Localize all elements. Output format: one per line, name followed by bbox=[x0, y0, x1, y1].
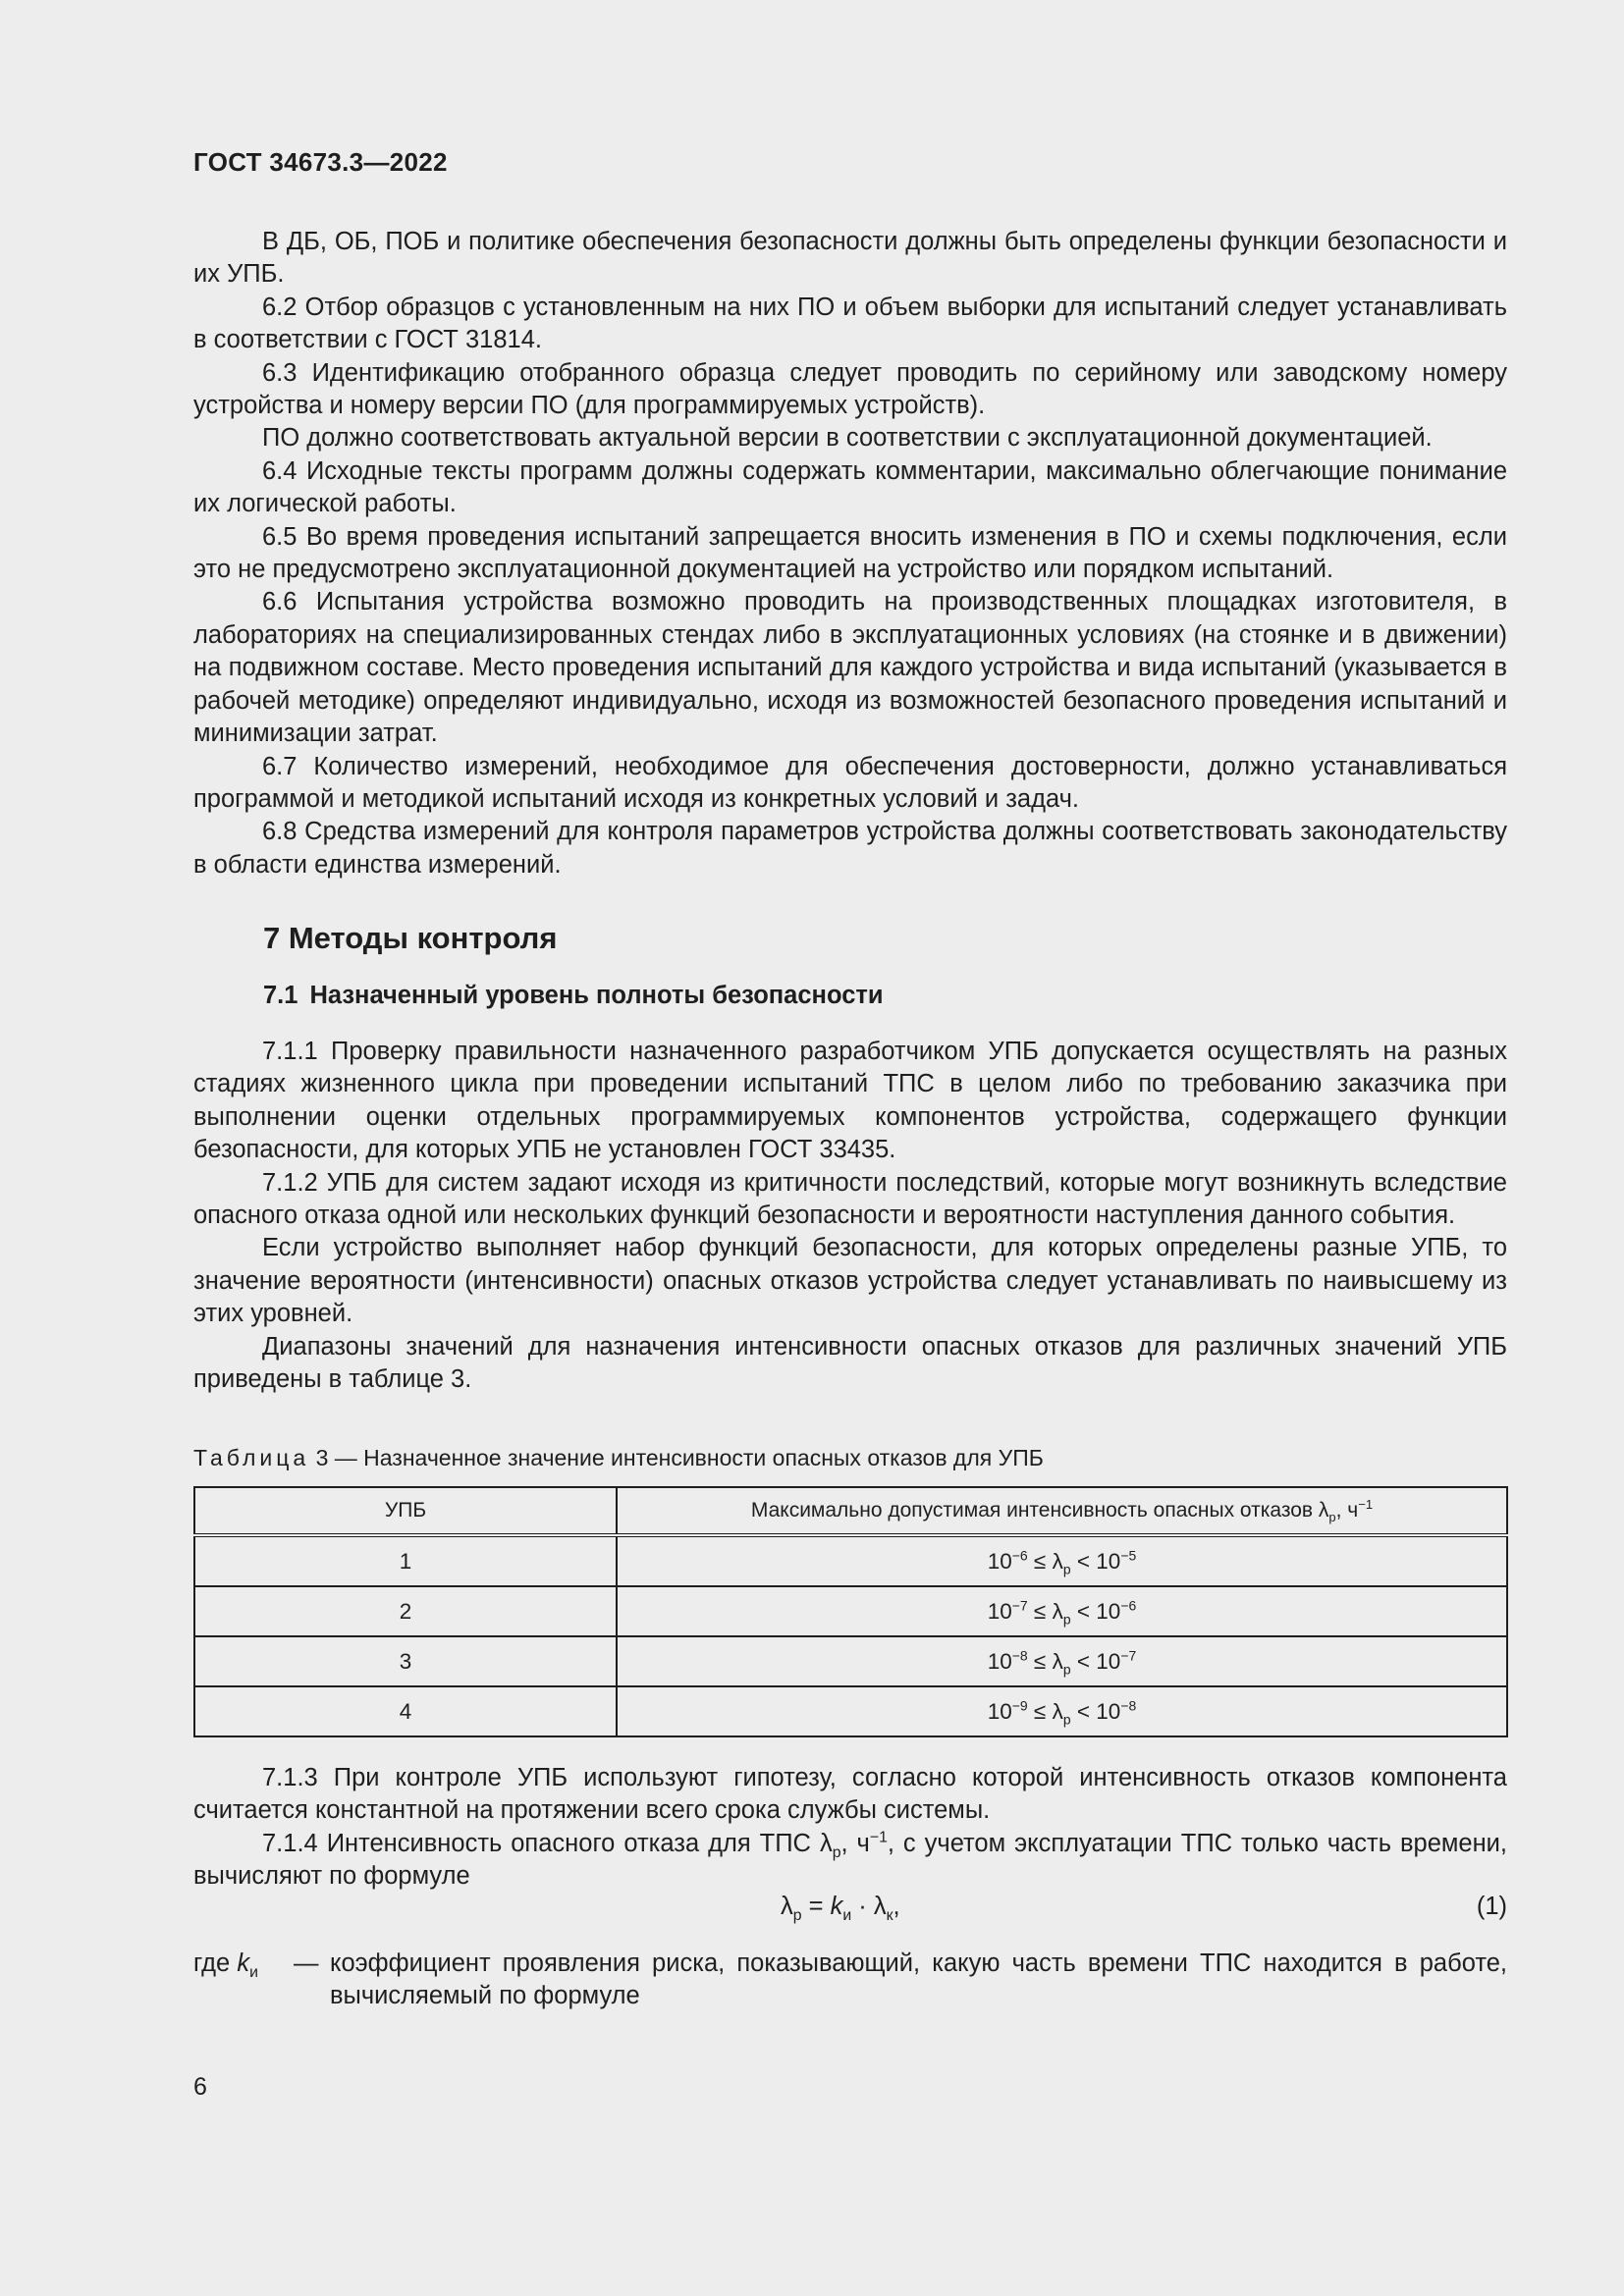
cell-intensity-range bbox=[617, 1586, 1507, 1636]
range-part: −9 bbox=[1011, 1697, 1028, 1713]
range-part: р bbox=[1062, 1661, 1071, 1677]
table-3 bbox=[193, 1486, 1508, 1737]
range-part: 10 bbox=[1096, 1548, 1121, 1574]
header-unit-exp: −1 bbox=[1358, 1497, 1374, 1512]
range-part: −8 bbox=[1011, 1647, 1028, 1663]
cell-upb: 4 bbox=[194, 1686, 617, 1736]
section7-text bbox=[193, 1036, 1507, 1396]
header-text: Максимально допустимая интенсивность опасных отказов λ bbox=[750, 1499, 1329, 1522]
paragraph: ПО должно соответствовать актуальной версии в соответствии с эксплуатационной документацией. bbox=[262, 424, 1433, 453]
range-part: р bbox=[1062, 1711, 1071, 1727]
table-body bbox=[194, 1535, 1507, 1736]
range-part: 10 bbox=[1096, 1698, 1121, 1724]
range-part: р bbox=[1062, 1611, 1071, 1627]
formula-number: (1) bbox=[1476, 1893, 1507, 1920]
cell-intensity-range bbox=[617, 1636, 1507, 1686]
section7-text-cont bbox=[193, 1762, 1507, 1894]
page-number: 6 bbox=[193, 2073, 207, 2101]
range-part: 10 bbox=[987, 1648, 1012, 1674]
range-part: −7 bbox=[1120, 1647, 1137, 1663]
text-sub: р bbox=[832, 1843, 841, 1861]
paragraph-6-6: 6.6 Испытания устройства возможно проводить на производственных площадках изготовителя, в лабораториях на специализированных стендах либо в эксплуатационных условиях (на стоянке и в движении) на подвижном составе. Место проведения испытаний для каждого устройства и вида испытаний (указывается в рабочей методике) определяют индивидуально, исходя из возможностей безопасного проведения испытаний и минимизации затрат. bbox=[193, 588, 1507, 748]
column-header-intensity bbox=[617, 1487, 1507, 1535]
document-header: ГОСТ 34673.3—2022 bbox=[193, 147, 448, 177]
table-header-row bbox=[194, 1487, 1507, 1535]
range-part: −5 bbox=[1120, 1547, 1137, 1563]
table-row bbox=[194, 1636, 1507, 1686]
range-part: −6 bbox=[1011, 1547, 1028, 1563]
range-part: 10 bbox=[1096, 1648, 1121, 1674]
formula-part: = bbox=[801, 1893, 831, 1920]
column-header-upb: УПБ bbox=[194, 1487, 617, 1535]
range-part: ≤ bbox=[1033, 1598, 1047, 1624]
paragraph-7-1-4 bbox=[193, 1828, 1507, 1894]
formula-sub: к bbox=[886, 1907, 893, 1925]
range-part: р bbox=[1062, 1561, 1071, 1576]
cell-intensity-range bbox=[617, 1686, 1507, 1736]
range-part: 10 bbox=[987, 1698, 1012, 1724]
range-part: λ bbox=[1052, 1698, 1063, 1724]
range-part: 10 bbox=[987, 1548, 1012, 1574]
range-part: λ bbox=[1052, 1648, 1063, 1674]
range-part: ≤ bbox=[1033, 1548, 1047, 1574]
section-7-heading: 7 Методы контроля bbox=[263, 921, 558, 955]
paragraph-7-1-1: 7.1.1 Проверку правильности назначенного разработчиком УПБ допускается осуществлять на разных стадиях жизненного цикла при проведении испытаний ТПС в целом либо по требованию заказчика при выполнении оценки отдельных программируемых компонентов устройства, содержащего функции безопасности, для которых УПБ не установлен ГОСТ 33435. bbox=[193, 1038, 1507, 1164]
paragraph-6-8: 6.8 Средства измерений для контроля параметров устройства должны соответствовать законодательству в области единства измерений. bbox=[193, 818, 1507, 879]
text-run: , с учетом эксплуатации ТПС только часть времени, вычисляют по формуле bbox=[193, 1829, 1508, 1891]
cell-upb: 1 bbox=[194, 1535, 617, 1586]
paragraph-7-1-2: 7.1.2 УПБ для систем задают исходя из критичности последствий, которые могут возникнуть вследствие опасного отказа одной или нескольких функций безопасности и вероятности наступления данного события. bbox=[193, 1168, 1507, 1230]
table-row bbox=[194, 1686, 1507, 1736]
text-run: 7.1.4 Интенсивность опасного отказа для ТПС λ bbox=[262, 1829, 833, 1857]
cell-upb: 2 bbox=[194, 1586, 617, 1636]
text-run: , ч bbox=[840, 1829, 870, 1857]
table-caption-label: Таблица bbox=[193, 1445, 310, 1470]
range-part: −6 bbox=[1120, 1597, 1137, 1613]
range-part: < bbox=[1076, 1648, 1091, 1674]
range-part: ≤ bbox=[1033, 1648, 1047, 1674]
formula-sub: р bbox=[792, 1907, 802, 1925]
range-part: < bbox=[1076, 1548, 1091, 1574]
range-part: ≤ bbox=[1033, 1698, 1047, 1724]
paragraph-7-1-3: 7.1.3 При контроле УПБ используют гипотезу, согласно которой интенсивность отказов компонента считается константной на протяжении всего срока службы системы. bbox=[193, 1764, 1507, 1825]
paragraph: Диапазоны значений для назначения интенсивности опасных отказов для различных значений УПБ приведены в таблице 3. bbox=[193, 1332, 1507, 1394]
range-part: 10 bbox=[987, 1598, 1012, 1624]
table-row bbox=[194, 1535, 1507, 1586]
where-var: k bbox=[237, 1949, 250, 1977]
section6-text bbox=[193, 226, 1507, 881]
formula-var: k bbox=[830, 1893, 843, 1920]
range-part: −7 bbox=[1011, 1597, 1028, 1613]
range-part: −8 bbox=[1120, 1697, 1137, 1713]
table-caption-text: 3 — Назначенное значение интенсивности опасных отказов для УПБ bbox=[315, 1445, 1044, 1470]
range-part: 10 bbox=[1096, 1598, 1121, 1624]
subsection-number: 7.1 bbox=[263, 982, 298, 1009]
paragraph-6-7: 6.7 Количество измерений, необходимое для обеспечения достоверности, должно устанавливаться программой и методикой испытаний исходя из конкретных условий и задач. bbox=[193, 752, 1507, 813]
where-label bbox=[193, 1948, 258, 1980]
range-part: < bbox=[1076, 1598, 1091, 1624]
formula-sub: и bbox=[842, 1907, 852, 1925]
where-text: коэффициент проявления риска, показывающий, какую часть времени ТПС находится в работе, вычисляемый по формуле bbox=[330, 1949, 1507, 2010]
formula-expression bbox=[781, 1893, 900, 1925]
subsection-7-1-heading bbox=[263, 982, 884, 1010]
header-sub: р bbox=[1328, 1510, 1336, 1525]
paragraph-6-3: 6.3 Идентификацию отобранного образца следует проводить по серийному или заводскому номеру устройства и номеру версии ПО (для программируемых устройств). bbox=[193, 358, 1507, 420]
formula-part: , bbox=[893, 1893, 900, 1920]
where-dash: — bbox=[294, 1949, 319, 1977]
paragraph: Если устройство выполняет набор функций безопасности, для которых определены разные УПБ, то значение вероятности (интенсивности) опасных отказов устройства следует устанавливать по наивысшему из этих уровней. bbox=[193, 1234, 1507, 1328]
paragraph: В ДБ, ОБ, ПОБ и политике обеспечения безопасности должны быть определены функции безопасности и их УПБ. bbox=[193, 228, 1507, 289]
header-unit: , ч bbox=[1335, 1499, 1359, 1522]
table-row bbox=[194, 1586, 1507, 1636]
text-sup: −1 bbox=[869, 1829, 888, 1846]
cell-intensity-range bbox=[617, 1535, 1507, 1586]
subsection-title: Назначенный уровень полноты безопасности bbox=[309, 982, 884, 1009]
paragraph-6-4: 6.4 Исходные тексты программ должны содержать комментарии, максимально облегчающие понимание их логической работы. bbox=[193, 456, 1507, 518]
range-part: < bbox=[1076, 1698, 1091, 1724]
paragraph-6-2: 6.2 Отбор образцов с установленным на них ПО и объем выборки для испытаний следует устанавливать в соответствии с ГОСТ 31814. bbox=[193, 293, 1507, 354]
range-part: λ bbox=[1052, 1548, 1063, 1574]
cell-upb: 3 bbox=[194, 1636, 617, 1686]
paragraph-6-5: 6.5 Во время проведения испытаний запрещается вносить изменения в ПО и схемы подключения, если это не предусмотрено эксплуатационной документацией на устройство или порядком испытаний. bbox=[193, 522, 1507, 584]
formula-part: λ bbox=[781, 1893, 793, 1920]
table-caption bbox=[193, 1445, 1044, 1471]
range-part: λ bbox=[1052, 1598, 1063, 1624]
where-word: где bbox=[193, 1949, 231, 1977]
formula-part: · λ bbox=[851, 1893, 887, 1920]
where-sub: и bbox=[249, 1964, 258, 1982]
